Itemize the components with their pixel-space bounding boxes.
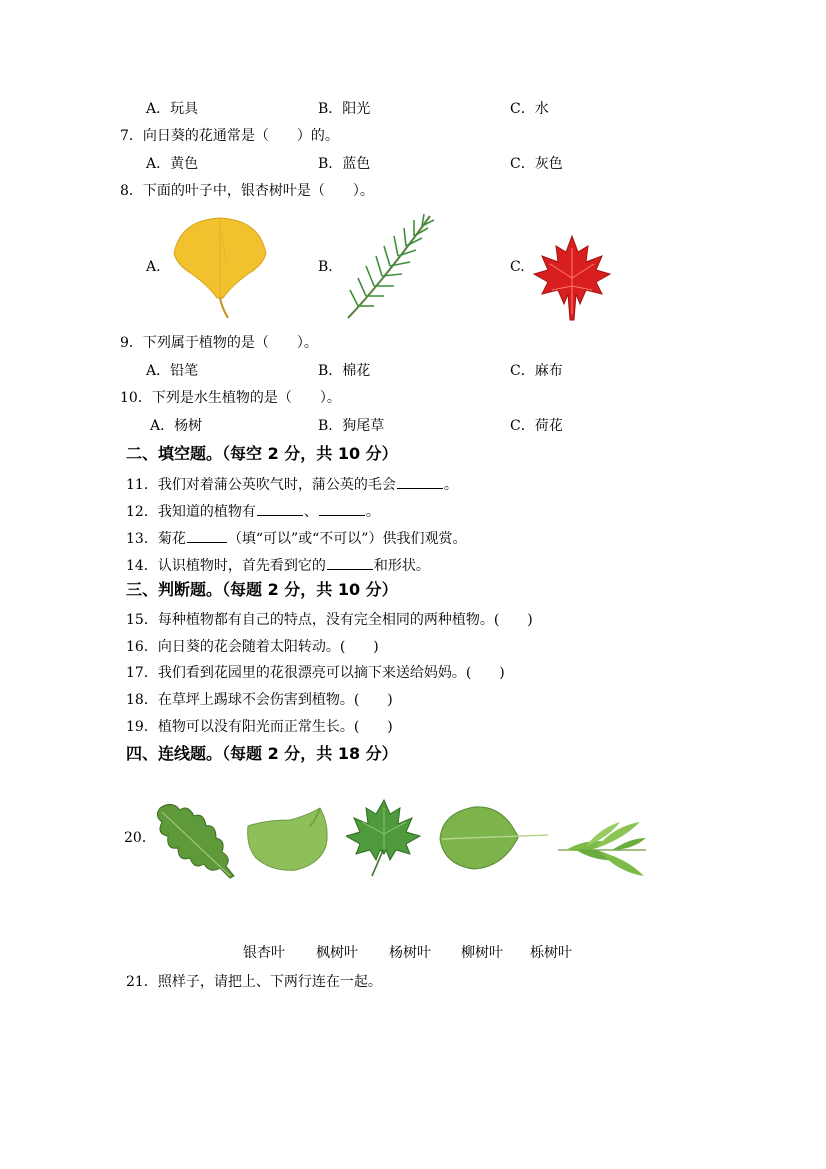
leaf-label-ginkgo: 银杏叶 [243,945,285,961]
q14-end: 和形状。 [373,558,430,574]
q7-option-b: B．蓝色 [318,156,371,172]
q8-option-b: B. [318,259,333,275]
q13-text: 13．菊花 [126,531,186,547]
q9-stem: 9．下列属于植物的是（ ）。 [120,335,318,351]
willow-leaf-image [556,816,648,882]
section-matching-title: 四、连线题。（每题 2 分，共 18 分） [126,744,398,763]
q8-option-c: C. [510,259,525,275]
oak-leaf-image [154,800,240,880]
q9-option-b: B．棉花 [318,363,371,379]
leaf-label-maple: 枫树叶 [316,945,358,961]
section-fill-in-title: 二、填空题。（每空 2 分，共 10 分） [126,444,398,463]
q20-number: 20． [124,830,156,846]
q6-option-b: B．阳光 [318,101,371,117]
leaf-label-oak: 栎树叶 [530,945,572,961]
q11 [126,474,458,494]
q19: 19．植物可以没有阳光而正常生长。( ) [126,719,393,735]
q12-text: 12．我知道的植物有 [126,504,256,520]
q9-option-c: C．麻布 [510,363,563,379]
q7-option-a: A．黄色 [146,156,199,172]
q8-option-a: A. [146,259,161,275]
q6-option-c: C．水 [510,101,549,117]
q11-end: 。 [443,477,458,493]
q12-end: 。 [365,504,380,520]
q9-option-a: A．铅笔 [146,363,199,379]
q10-stem: 10．下列是水生植物的是（ ）。 [120,390,341,406]
q7-option-c: C．灰色 [510,156,563,172]
ginkgo-green-leaf-image [246,806,332,872]
q10-option-a: A．杨树 [150,418,203,434]
q11-blank[interactable] [397,474,443,489]
q10-option-c: C．荷花 [510,418,563,434]
poplar-leaf-image [436,803,550,873]
q18: 18．在草坪上踢球不会伤害到植物。( ) [126,692,393,708]
q12-blank-2[interactable] [319,501,365,516]
q13-blank[interactable] [187,528,227,543]
q12 [126,501,380,521]
q11-text: 11．我们对着蒲公英吹气时，蒲公英的毛会 [126,477,396,493]
q13 [126,528,466,548]
q15: 15．每种植物都有自己的特点，没有完全相同的两种植物。( ) [126,612,533,628]
q17: 17．我们看到花园里的花很漂亮可以摘下来送给妈妈。( ) [126,665,505,681]
q10-option-b: B．狗尾草 [318,418,385,434]
q12-sep: 、 [303,504,318,520]
q14-blank[interactable] [327,555,373,570]
leaf-label-poplar: 杨树叶 [389,945,431,961]
maple-leaf-image [532,234,612,322]
q14-text: 14．认识植物时，首先看到它的 [126,558,326,574]
ginkgo-leaf-image [170,214,270,320]
q14 [126,555,430,575]
q8-stem: 8．下面的叶子中，银杏树叶是（ ）。 [120,183,374,199]
leaf-label-willow: 柳树叶 [461,945,503,961]
q7-stem: 7．向日葵的花通常是（ ）的。 [120,128,339,144]
q21: 21．照样子，请把上、下两行连在一起。 [126,974,382,990]
q12-blank-1[interactable] [257,501,303,516]
q6-option-a: A．玩具 [146,101,199,117]
maple-green-leaf-image [346,798,422,878]
q16: 16．向日葵的花会随着太阳转动。( ) [126,639,379,655]
section-judgment-title: 三、判断题。（每题 2 分，共 10 分） [126,580,398,599]
fern-leaf-image [344,210,442,322]
q13-end: （填“可以”或“不可以”）供我们观赏。 [227,531,467,547]
